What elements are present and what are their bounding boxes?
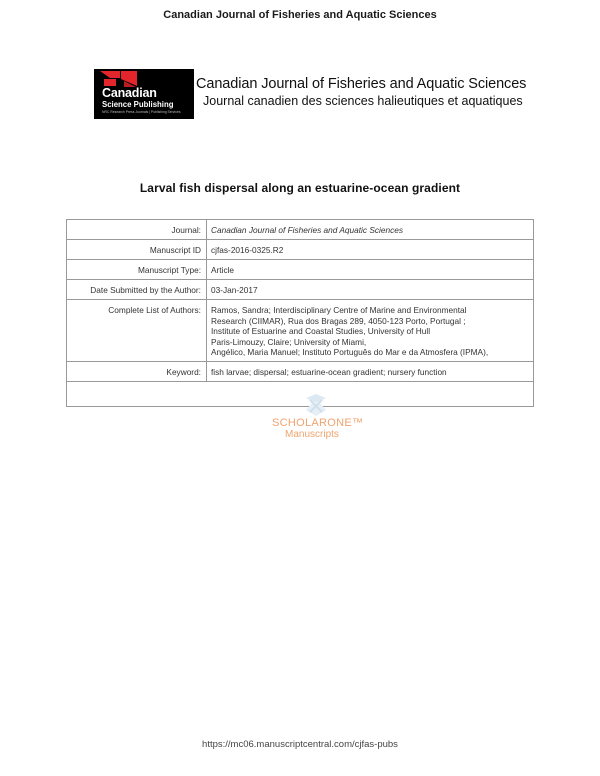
watermark-brand: SCHOLARONE™ xyxy=(272,417,364,429)
metadata-row-authors xyxy=(67,300,534,362)
author-line: Angélico, Maria Manuel; Instituto Português do Mar e da Atmosfera (IPMA), xyxy=(211,347,489,357)
metadata-label: Manuscript Type: xyxy=(67,260,207,280)
author-line: Research (CIIMAR), Rua dos Bragas 289, 4050-123 Porto, Portugal ; xyxy=(211,315,466,326)
metadata-value: cjfas-2016-0325.R2 xyxy=(207,240,534,260)
metadata-label: Journal: xyxy=(67,220,207,240)
metadata-row-manuscript-id xyxy=(67,240,534,260)
journal-name-french: Journal canadien des sciences halieutiques et aquatiques xyxy=(203,94,523,108)
metadata-label: Keyword: xyxy=(67,361,207,381)
journal-masthead xyxy=(94,69,527,119)
manuscript-metadata-table xyxy=(66,219,534,407)
metadata-row-manuscript-type xyxy=(67,260,534,280)
scholarone-mark-icon xyxy=(268,394,358,418)
logo-tagline: NRC Research Press Journals | Publishing Services xyxy=(102,110,181,114)
metadata-row-keyword xyxy=(67,361,534,381)
metadata-label: Complete List of Authors: xyxy=(67,300,207,362)
metadata-row-date-submitted xyxy=(67,280,534,300)
logo-wordmark: Canadian xyxy=(102,86,157,100)
logo-subtitle: Science Publishing xyxy=(102,100,174,109)
author-line: Ramos, Sandra; Interdisciplinary Centre of Marine and Environmental xyxy=(211,305,467,315)
metadata-value: Article xyxy=(207,260,534,280)
running-header: Canadian Journal of Fisheries and Aquatic Sciences xyxy=(163,9,437,21)
metadata-label: Manuscript ID xyxy=(67,240,207,260)
author-line: Institute of Estuarine and Coastal Studies, University of Hull xyxy=(211,326,431,336)
metadata-row-journal xyxy=(67,220,534,240)
metadata-value: fish larvae; dispersal; estuarine-ocean gradient; nursery function xyxy=(207,361,534,381)
author-line: Paris-Limouzy, Claire; University of Miami, xyxy=(211,336,367,347)
footer-url: https://mc06.manuscriptcentral.com/cjfas-pubs xyxy=(202,739,398,750)
metadata-value: Canadian Journal of Fisheries and Aquatic Sciences xyxy=(207,220,534,240)
canadian-science-publishing-logo xyxy=(94,69,194,119)
journal-name-english: Canadian Journal of Fisheries and Aquatic Sciences xyxy=(196,76,527,92)
metadata-label: Date Submitted by the Author: xyxy=(67,280,207,300)
metadata-value: 03-Jan-2017 xyxy=(207,280,534,300)
watermark-product: Manuscripts xyxy=(285,429,339,440)
article-title: Larval fish dispersal along an estuarine-ocean gradient xyxy=(139,181,461,195)
authors-list xyxy=(207,300,534,362)
scholarone-watermark xyxy=(268,394,364,444)
